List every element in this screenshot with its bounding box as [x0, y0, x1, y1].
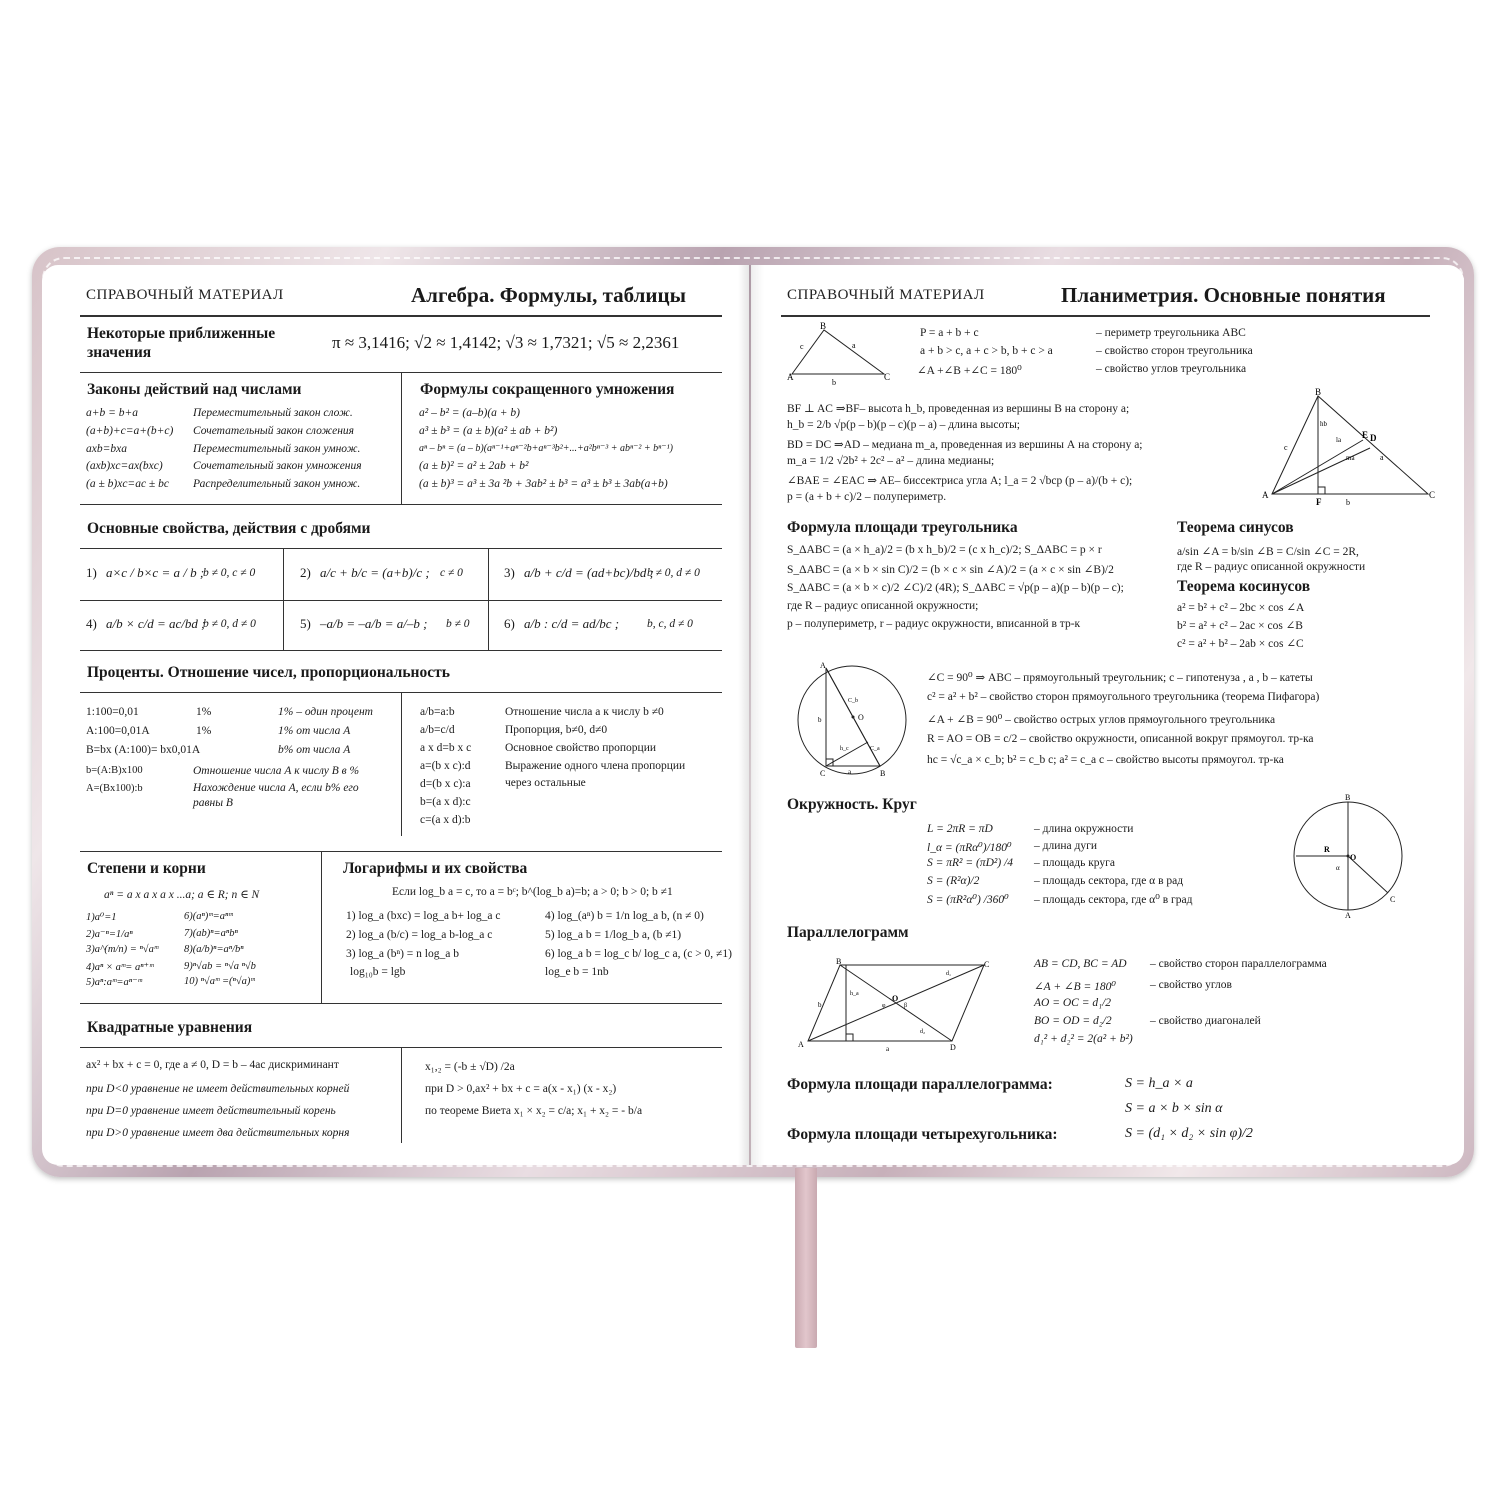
svg-text:A: A [787, 372, 794, 382]
area-tri-title: Формула площади треугольника [787, 519, 1018, 536]
parallelogram-diagram [796, 955, 996, 1051]
area-para-title: Формула площади параллелограмма: [787, 1076, 1053, 1093]
right-tri-line: hc = √c_a × c_b; b² = c_b c; a² = c_a c – свойство высоты прямоугол. тр-ка [927, 754, 1284, 766]
para-formula: d₁² + d₂² = 2(a² + b²) [1034, 1033, 1133, 1045]
para-desc: – свойство углов [1150, 979, 1232, 991]
svg-text:d₁: d₁ [946, 971, 952, 977]
proportion-desc: Основное свойство пропорции [505, 742, 657, 754]
rule [80, 548, 722, 549]
law-formula: (a+b)+c=a+(b+c) [86, 425, 174, 437]
svg-text:C: C [1390, 895, 1396, 904]
law-desc: Сочетательный закон умножения [193, 460, 362, 472]
circle-desc: – площадь круга [1034, 857, 1115, 869]
quad-line: при D<0 уравнение не имеет действительных корней [86, 1083, 350, 1095]
power-rule: 5)aⁿ:aᵐ=aⁿ⁻ᵐ [86, 977, 142, 988]
circle-formula: L = 2πR = πD [927, 823, 993, 835]
rule [80, 1003, 722, 1004]
svg-text:c: c [800, 342, 804, 351]
triangle-abc-diagram [786, 322, 896, 388]
proportion-desc: Выражение одного члена пропорции [505, 760, 686, 772]
proportion-formula: a x d=b x c [420, 742, 472, 754]
log-rule: 4) log_(aⁿ) b = 1/n log_a b, (n ≠ 0) [545, 910, 704, 922]
para-formula: AB = CD, BC = AD [1034, 958, 1127, 970]
law-desc: Распределительный закон умнож. [193, 478, 361, 490]
svg-text:A: A [1262, 490, 1269, 500]
proportion-desc: Отношение числа а к числу b ≠0 [505, 706, 664, 718]
rule [80, 600, 722, 601]
svg-text:b: b [832, 378, 836, 387]
tri-line: h_b = 2/b √p(p – b)(p – c)(p – a) – длина высоты; [787, 419, 1020, 431]
tri-line: BD = DC ⇒AD – медиана m_a, проведенная из вершины А на сторону а; [787, 439, 1143, 451]
svg-text:B: B [880, 769, 886, 778]
short-mult-formula: a³ ± b³ = (a ± b)(a² ± ab + b²) [419, 425, 558, 437]
para-formula: BO = OD = d₂/2 [1034, 1015, 1112, 1027]
log-rule: 2) log_a (b/c) = log_a b-log_a c [346, 929, 493, 941]
percent-desc: Отношение числа А к числу В в % [193, 765, 360, 777]
power-rule: 4)aⁿ × aᵐ= aⁿ⁺ᵐ [86, 962, 154, 973]
svg-text:α: α [1336, 864, 1340, 872]
law-desc: Переместительный закон умнож. [193, 443, 361, 455]
power-rule: 2)a⁻ⁿ=1/aⁿ [86, 929, 133, 940]
svg-text:O: O [1350, 853, 1357, 862]
tri-line: ∠BAE = ∠EAC ⇒ AE– биссектриса угла А; l_a = 2 √bcp (p – a)/(b + c); [787, 475, 1133, 487]
svg-text:β: β [904, 1003, 908, 1009]
cosines-line: b² = a² + c² – 2ac × cos ∠B [1177, 620, 1303, 632]
cosines-line: c² = a² + b² – 2ab × cos ∠C [1177, 638, 1304, 650]
law-formula: axb=bxa [86, 443, 127, 455]
percent-formula: A:100=0,01A [86, 725, 150, 737]
svg-text:B: B [1345, 793, 1351, 802]
percent-formula: b=(A:B)x100 [86, 765, 143, 776]
law-formula: a+b = b+a [86, 407, 139, 419]
tri-desc: – свойство углов треугольника [1096, 363, 1247, 375]
svg-text:b: b [818, 1001, 822, 1009]
law-desc: Переместительный закон слож. [193, 407, 353, 419]
tri-line: m_a = 1/2 √2b² + 2c² – a² – длина медианы; [787, 455, 995, 467]
percent-desc: равны В [193, 797, 233, 809]
short-mult-title: Формулы сокращенного умножения [420, 381, 675, 398]
circle-formula: S = πR² = (πD²) /4 [927, 857, 1013, 869]
log-rule: 6) log_a b = log_c b/ log_c a, (c > 0, ≠1) [545, 948, 732, 960]
area-tri-line: p – полупериметр, r – радиус окружности, вписанной в тр-к [787, 618, 1081, 630]
circle-desc: – площадь сектора, где α⁰ в град [1034, 894, 1193, 906]
svg-text:a: a [1380, 453, 1384, 462]
fraction-formula: –a/b = –a/b = a/–b ; [320, 616, 428, 631]
svg-text:la: la [1336, 436, 1342, 444]
fractions-title: Основные свойства, действия с дробями [87, 520, 371, 537]
power-rule: 10) ⁿ√aᵐ =(ⁿ√a)ᵐ [184, 976, 255, 987]
rule [80, 504, 722, 505]
approx-title-2: значения [87, 344, 152, 361]
fraction-formula: a/b + c/d = (ad+bc)/bd ; [524, 565, 654, 580]
power-rule: 3)a^(m/n) = ⁿ√aᵐ [86, 944, 159, 955]
svg-text:O: O [858, 713, 864, 722]
approx-title: Некоторые приближенные [87, 325, 276, 342]
area-para-formula: S = h_a × a [1125, 1076, 1193, 1091]
proportion-formula: a/b=c/d [420, 724, 455, 736]
svg-text:A: A [798, 1040, 804, 1049]
quad-title: Квадратные уравнения [87, 1019, 253, 1036]
short-mult-formula: (a ± b)² = a² ± 2ab + b² [419, 460, 529, 472]
power-rule: 6)(aⁿ)ᵐ=aⁿᵐ [184, 911, 233, 922]
svg-text:C_b: C_b [848, 698, 859, 704]
percent-value: 1% [196, 725, 212, 737]
fraction-condition: b ≠ 0 [446, 618, 470, 630]
rule [401, 692, 402, 836]
svg-text:C: C [1429, 490, 1436, 500]
fraction-formula: a/c + b/c = (a+b)/c ; [320, 565, 430, 580]
circle-formula: l_α = (πRα⁰)/180⁰ [927, 842, 1012, 854]
circle-formula: S = (πR²α⁰) /360⁰ [927, 894, 1009, 906]
tri-formula: P = a + b + c [920, 327, 979, 339]
circle-title: Окружность. Круг [787, 796, 917, 813]
tri-formula: ∠A +∠B +∠C = 180⁰ [917, 365, 1022, 377]
fraction-formula: a/b : c/d = ad/bc ; [524, 616, 620, 631]
short-mult-formula: aⁿ – bⁿ = (a – b)(aⁿ⁻¹+aⁿ⁻²b+aⁿ⁻³b²+...+a²bⁿ⁻³ + abⁿ⁻² + bⁿ⁻¹) [419, 443, 673, 454]
tri-line: BF ⊥ AC ⇒BF– высота h_b, проведенная из вершины В на сторону а; [787, 403, 1130, 415]
area-tri-line: где R – радиус описанной окружности; [787, 600, 979, 612]
para-desc: – свойство сторон параллелограмма [1150, 958, 1327, 970]
rule [401, 372, 402, 504]
svg-text:E: E [1362, 430, 1369, 440]
area-tri-line: S_ΔABC = (a × h_a)/2 = (b x h_b)/2 = (c x h_c)/2; S_ΔABC = p × r [787, 544, 1102, 556]
tri-desc: – периметр треугольника АВС [1096, 327, 1246, 339]
quad-line: ax² + bx + c = 0, где a ≠ 0, D = b – 4ac дискриминант [86, 1059, 339, 1071]
area-quad-formula: S = (d₁ × d₂ × sin φ)/2 [1125, 1126, 1253, 1141]
quad-line: при D > 0,ax² + bx + c = a(x - x₁) (x - x₂) [425, 1083, 617, 1095]
law-formula: (axb)xc=ax(bxc) [86, 460, 163, 472]
short-mult-formula: a² – b² = (a–b)(a + b) [419, 407, 520, 419]
svg-text:b: b [1346, 498, 1350, 507]
svg-text:a: a [852, 341, 856, 350]
short-mult-formula: (a ± b)³ = a³ ± 3a ²b + 3ab² ± b³ = a³ ± b³ ± 3ab(a+b) [419, 478, 668, 490]
powers-title: Степени и корни [87, 860, 206, 877]
tri-formula: a + b > c, a + c > b, b + c > a [920, 345, 1053, 357]
circle-desc: – площадь сектора, где α в рад [1034, 875, 1184, 887]
fraction-num: 5) [300, 616, 311, 631]
page-spine [738, 265, 764, 1165]
svg-text:h_a: h_a [850, 991, 859, 997]
sines-line: a/sin ∠A = b/sin ∠B = C/sin ∠C = 2R, [1177, 546, 1359, 558]
rule [488, 548, 489, 650]
bookmark-ribbon[interactable] [795, 1168, 817, 1348]
percent-formula: 1:100=0,01 [86, 706, 139, 718]
power-rule: 7)(ab)ⁿ=aⁿbⁿ [184, 928, 238, 939]
svg-text:D: D [950, 1043, 956, 1051]
right-tri-line: c² = a² + b² – свойство сторон прямоугольного треугольника (теорема Пифагора) [927, 691, 1320, 703]
fraction-formula: a/b × c/d = ac/bd ; [106, 616, 206, 631]
svg-text:hb: hb [1320, 420, 1327, 428]
rule [283, 548, 284, 650]
percent-formula: A=(Bx100):b [86, 783, 143, 794]
para-desc: – свойство диагоналей [1150, 1015, 1261, 1027]
percent-desc: Нахождение числа А, если b% его [193, 782, 359, 794]
svg-text:h_c: h_c [840, 746, 849, 752]
inscribed-right-triangle-diagram [790, 660, 916, 780]
log-rule: 1) log_a (bxc) = log_a b+ log_a c [346, 910, 501, 922]
approx-values: π ≈ 3,1416; √2 ≈ 1,4142; √3 ≈ 1,7321; √5 ≈ 2,2361 [332, 333, 680, 352]
fraction-condition: b, c, d ≠ 0 [647, 618, 693, 630]
fraction-condition: c ≠ 0 [440, 567, 463, 579]
circle-formula: S = (R²α)/2 [927, 875, 980, 887]
proportion-formula: a/b=a:b [420, 706, 455, 718]
proportion-formula: a=(b x c):d [420, 760, 471, 772]
area-para-formula: S = a × b × sin α [1125, 1101, 1223, 1116]
fraction-formula: a×c / b×c = a / b ; [106, 565, 205, 580]
para-title: Параллелограмм [787, 924, 909, 941]
svg-text:a: a [886, 1045, 890, 1051]
fraction-condition: b ≠ 0, d ≠ 0 [203, 618, 256, 630]
proportion-formula: c=(a x d):b [420, 814, 471, 826]
svg-text:F: F [1316, 497, 1322, 507]
law-desc: Сочетательный закон сложения [193, 425, 355, 437]
svg-text:C: C [984, 960, 990, 969]
cosines-line: a² = b² + c² – 2bc × cos ∠A [1177, 602, 1305, 614]
sines-line: где R – радиус описанной окружности [1177, 561, 1366, 573]
fraction-num: 3) [504, 565, 515, 580]
fraction-condition: b ≠ 0, c ≠ 0 [203, 567, 256, 579]
svg-text:c: c [1284, 443, 1288, 452]
svg-text:O: O [892, 994, 899, 1003]
right-tri-line: ∠C = 90⁰ ⇒ АВС – прямоугольный треугольник; с – гипотенуза , а , b – катеты [927, 672, 1313, 684]
percent-desc: 1% от числа А [278, 725, 351, 737]
fraction-num: 1) [86, 565, 97, 580]
svg-text:B: B [1315, 388, 1322, 397]
circle-diagram [1288, 790, 1406, 920]
svg-text:D: D [1370, 433, 1377, 443]
svg-text:d₂: d₂ [920, 1029, 926, 1035]
rule [80, 851, 722, 852]
area-tri-line: S_ΔABC = (a × b × c)/2 ∠C)/2 (4R); S_ΔABC = √p(p – a)(p – b)(p – c); [787, 582, 1124, 594]
power-rule: 1)a⁰=1 [86, 912, 117, 923]
svg-text:B: B [836, 957, 842, 966]
area-quad-title: Формула площади четырехугольника: [787, 1126, 1058, 1143]
svg-text:C: C [884, 372, 891, 382]
svg-text:ma: ma [1346, 454, 1355, 462]
right-header-label: СПРАВОЧНЫЙ МАТЕРИАЛ [787, 287, 985, 303]
para-formula: AO = OC = d₁/2 [1034, 997, 1112, 1009]
left-page-title: Алгебра. Формулы, таблицы [411, 283, 686, 307]
fraction-num: 2) [300, 565, 311, 580]
right-tri-line: R = AO = OB = c/2 – свойство окружности, описанной вокруг прямоугол. тр-ка [927, 733, 1314, 745]
fraction-condition: b ≠ 0, d ≠ 0 [647, 567, 700, 579]
svg-text:b: b [818, 716, 822, 724]
svg-text:A: A [1345, 911, 1351, 920]
proportion-desc: Пропорция, b≠0, d≠0 [505, 724, 608, 736]
left-header-label: СПРАВОЧНЫЙ МАТЕРИАЛ [86, 287, 284, 303]
rule [80, 650, 722, 651]
circle-desc: – длина дуги [1034, 840, 1097, 852]
right-page-title: Планиметрия. Основные понятия [1061, 283, 1386, 307]
log-definition: Если log_b a = c, то a = bᶜ; b^(log_b a)=b; a > 0; b > 0; b ≠1 [392, 886, 673, 898]
fraction-num: 4) [86, 616, 97, 631]
proportion-formula: d=(b x c):a [420, 778, 471, 790]
percent-value: 1% [196, 706, 212, 718]
circle-desc: – длина окружности [1034, 823, 1134, 835]
fraction-num: 6) [504, 616, 515, 631]
right-tri-line: ∠A + ∠B = 90⁰ – свойство острых углов прямоугольного треугольника [927, 714, 1276, 726]
log-rule: log₁₀b = lgb [350, 966, 406, 978]
power-rule: 8)(a/b)ⁿ=aⁿ/bⁿ [184, 944, 244, 955]
svg-text:A: A [820, 661, 826, 670]
svg-text:a: a [848, 768, 852, 776]
quad-line: по теореме Виета x₁ × x₂ = c/a; x₁ + x₂ = - b/a [425, 1105, 643, 1117]
law-formula: (a ± b)xc=ac ± bc [86, 478, 169, 490]
quad-line: x₁,₂ = (-b ± √D) /2a [425, 1061, 515, 1073]
tri-desc: – свойство сторон треугольника [1096, 345, 1253, 357]
log-rule: 5) log_a b = 1/log_b a, (b ≠1) [545, 929, 682, 941]
tri-line: p = (a + b + c)/2 – полупериметр. [787, 491, 947, 503]
proportion-formula: b=(a x d):c [420, 796, 471, 808]
quad-line: при D>0 уравнение имеет два действительных корня [86, 1127, 350, 1139]
svg-text:C: C [820, 769, 826, 778]
percent-formula: B=bx (A:100)= bx0,01A [86, 744, 201, 756]
rule [401, 1047, 402, 1143]
left-header-rule [80, 315, 722, 317]
power-definition: aⁿ = a x a x a x ...a; a ∈ R; n ∈ N [104, 889, 260, 901]
right-header-rule [781, 315, 1430, 317]
rule [321, 851, 322, 1003]
power-rule: 9)ⁿ√ab = ⁿ√a ⁿ√b [184, 961, 256, 972]
cosines-title: Теорема косинусов [1177, 578, 1311, 595]
logs-title: Логарифмы и их свойства [343, 860, 528, 877]
svg-text:R: R [1324, 845, 1330, 854]
percent-desc: b% от числа А [278, 744, 351, 756]
log-rule: log_e b = 1nb [545, 966, 609, 978]
log-rule: 3) log_a (bⁿ) = n log_a b [346, 948, 459, 960]
area-tri-line: S_ΔABC = (a × b × sin C)/2 = (b × c × sin ∠A)/2 = (a × c × sin ∠B)/2 [787, 564, 1114, 576]
percent-title: Проценты. Отношение чисел, пропорциональность [87, 664, 450, 681]
percent-desc: 1% – один процент [278, 706, 373, 718]
svg-text:B: B [820, 322, 827, 331]
quad-line: при D=0 уравнение имеет действительный корень [86, 1105, 336, 1117]
svg-text:φ: φ [882, 1003, 886, 1009]
svg-text:C_a: C_a [870, 746, 880, 752]
proportion-desc: через остальные [505, 777, 586, 789]
sines-title: Теорема синусов [1177, 519, 1294, 536]
triangle-heights-diagram [1260, 388, 1440, 508]
para-formula: ∠A + ∠B = 180⁰ [1034, 981, 1116, 993]
laws-title: Законы действий над числами [87, 381, 302, 398]
